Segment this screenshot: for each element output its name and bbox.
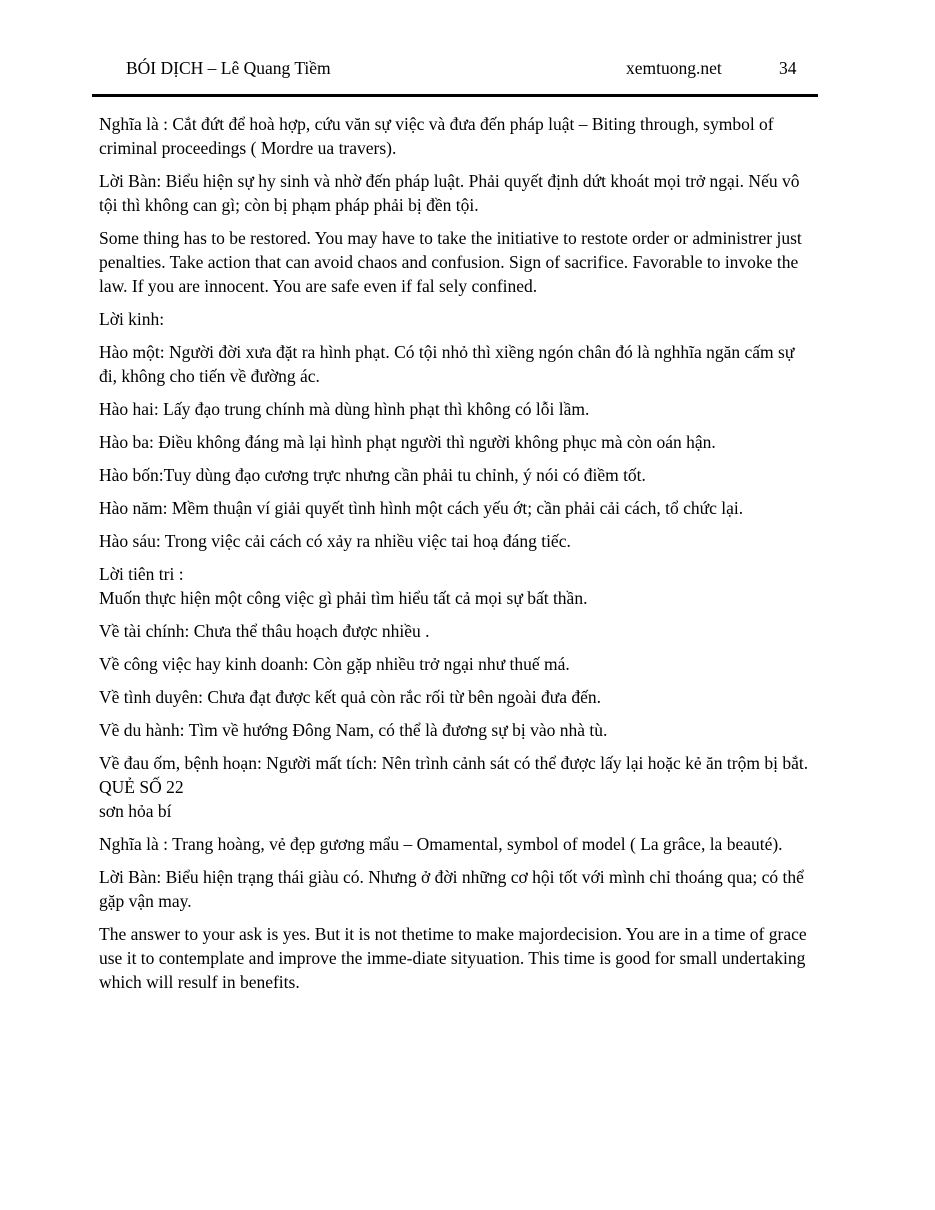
- hexagram-number-heading: QUẺ SỐ 22: [99, 777, 184, 797]
- page-number: 34: [779, 58, 797, 78]
- site-name: xemtuong.net: [626, 58, 722, 78]
- page-header: [0, 56, 935, 80]
- paragraph-line-one: Hào một: Người đời xưa đặt ra hình phạt. Có tội nhỏ thì xiềng ngón chân đó là nghhĩa ngăn cấm sự đi, không cho tiến về đường ác.: [99, 342, 795, 386]
- hexagram-name: sơn hỏa bí: [99, 801, 172, 821]
- paragraph-prophecy: Muốn thực hiện một công việc gì phải tìm hiểu tất cả mọi sự bất thần.: [99, 588, 588, 608]
- paragraph-line-two: Hào hai: Lấy đạo trung chính mà dùng hình phạt thì không có lỗi lầm.: [99, 399, 590, 419]
- document-title: BÓI DỊCH – Lê Quang Tiềm: [126, 58, 331, 78]
- document-body: [99, 112, 811, 1003]
- paragraph-english-reading: Some thing has to be restored. You may have to take the initiative to restote order or administrer just penalties. Take action that can avoid chaos and confusion. Sign of sacrifice. Favorable to invoke the law. If you are innocent. You are safe even if fal sely confined.: [99, 228, 802, 296]
- paragraph-english-reading-22: The answer to your ask is yes. But it is not thetime to make majordecision. You are in a time of grace use it to contemplate and improve the imme-diate sityuation. This time is good for small undertaking which will resulf in benefits.: [99, 924, 807, 992]
- paragraph-meaning: Nghĩa là : Cắt đứt để hoà hợp, cứu văn sự việc và đưa đến pháp luật – Biting through, symbol of criminal proceedings ( Mordre ua travers).: [99, 114, 774, 158]
- paragraph-love: Về tình duyên: Chưa đạt được kết quả còn rắc rối từ bên ngoài đưa đến.: [99, 687, 602, 707]
- paragraph-health: Về đau ốm, bệnh hoạn: Người mất tích: Nên trình cảnh sát có thể được lấy lại hoặc kẻ ăn trộm bị bắt.: [99, 753, 809, 773]
- paragraph-business: Về công việc hay kinh doanh: Còn gặp nhiều trở ngại như thuế má.: [99, 654, 570, 674]
- header-rule: [92, 94, 818, 97]
- paragraph-finance: Về tài chính: Chưa thể thâu hoạch được nhiều .: [99, 621, 430, 641]
- paragraph-prophecy-heading: Lời tiên tri :: [99, 564, 184, 584]
- paragraph-meaning-22: Nghĩa là : Trang hoàng, vẻ đẹp gương mẩu – Omamental, symbol of model ( La grâce, la beauté).: [99, 834, 783, 854]
- paragraph-commentary-22: Lời Bàn: Biểu hiện trạng thái giàu có. Nhưng ở đời những cơ hội tốt với mình chỉ thoáng qua; có thể gặp vận may.: [99, 867, 804, 911]
- paragraph-line-five: Hào năm: Mềm thuận ví giải quyết tình hình một cách yếu ớt; cần phải cải cách, tổ chức lại.: [99, 498, 744, 518]
- paragraph-commentary: Lời Bàn: Biểu hiện sự hy sinh và nhờ đến pháp luật. Phải quyết định dứt khoát mọi trở ngại. Nếu vô tội thì không can gì; còn bị phạm pháp phải bị đền tội.: [99, 171, 800, 215]
- paragraph-scripture-heading: Lời kinh:: [99, 309, 165, 329]
- paragraph-travel: Về du hành: Tìm về hướng Đông Nam, có thể là đương sự bị vào nhà tù.: [99, 720, 608, 740]
- paragraph-line-three: Hào ba: Điều không đáng mà lại hình phạt người thì người không phục mà còn oán hận.: [99, 432, 716, 452]
- paragraph-line-four: Hào bốn:Tuy dùng đạo cương trực nhưng cần phải tu chỉnh, ý nói có điềm tốt.: [99, 465, 646, 485]
- paragraph-line-six: Hào sáu: Trong việc cải cách có xảy ra nhiều việc tai hoạ đáng tiếc.: [99, 531, 571, 551]
